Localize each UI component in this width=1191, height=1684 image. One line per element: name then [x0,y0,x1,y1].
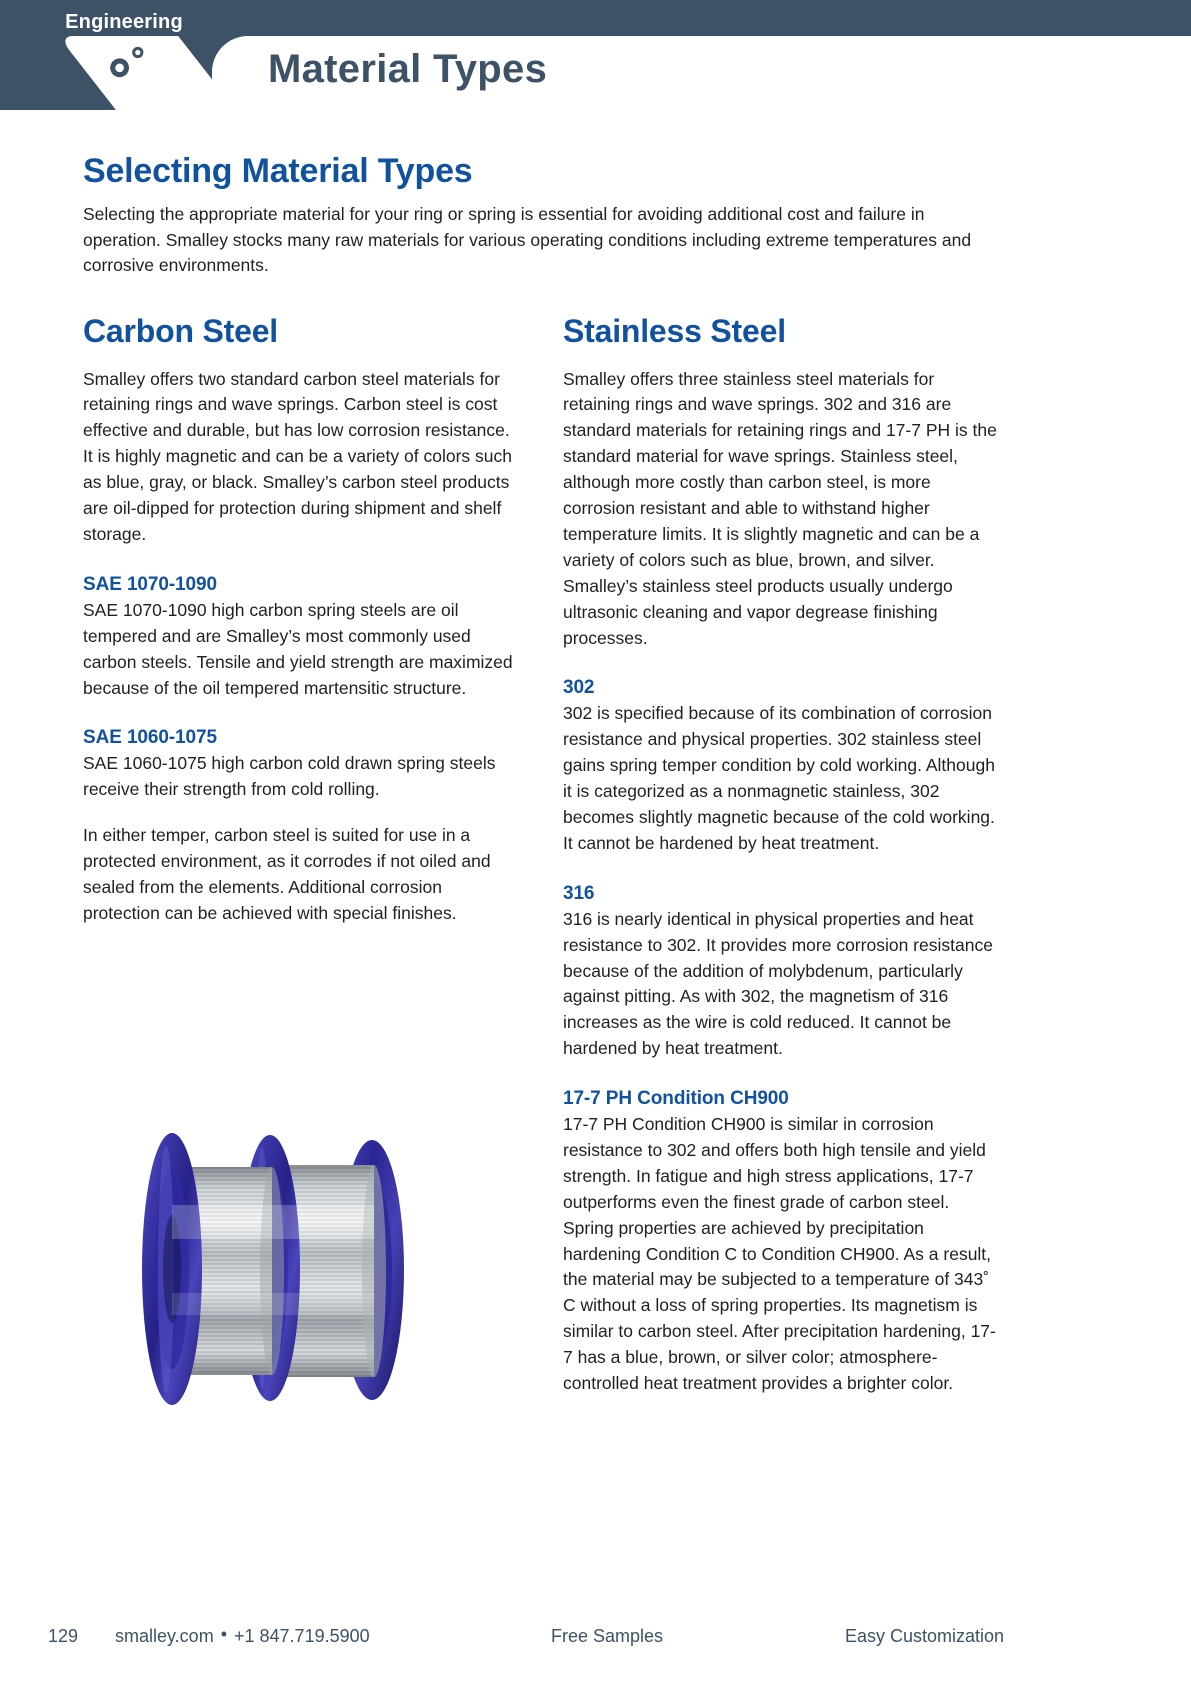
subsection-heading-17-7-ph-ch900: 17-7 PH Condition CH900 [563,1088,789,1110]
footer-contact [115,1626,370,1647]
subsection-heading-302: 302 [563,677,595,699]
subsection-heading-316: 316 [563,882,595,904]
footer-page-number: 129 [48,1626,79,1646]
footer-phone[interactable]: +1 847.719.5900 [234,1626,370,1646]
footer-website[interactable]: smalley.com [115,1626,214,1646]
subsection-heading-sae-1070-1090: SAE 1070-1090 [83,573,217,595]
page-title: Material Types [268,47,548,91]
intro-title: Selecting Material Types [83,152,473,190]
wire-spools-photo [110,1055,440,1445]
footer-free-samples[interactable]: Free Samples [551,1626,664,1646]
gears-icon [92,37,156,89]
carbon-steel-intro: Smalley offers two standard carbon steel materials for retaining rings and wave springs. Carbon steel is cost effective and durable, but has low corrosion resistance. It is highly magnetic and can be a variety of colors such as blue, gray, or black. Smalley’s carbon steel products are oil-dipped for protection during shipment and shelf storage. [83,368,512,544]
carbon-steel-closing: In either temper, carbon steel is suited for use in a protected environment, as it corrodes if not oiled and sealed from the elements. Additional corrosion protection can be achieved with special finishes. [83,825,491,923]
header-kicker: Engineering [65,11,183,33]
stainless-steel-intro: Smalley offers three stainless steel materials for retaining rings and wave springs. 302 and 316 are standard materials for retaining rings and 17-7 PH is the standard material for wave springs. Stainless steel, although more costly than carbon steel, is more corrosion resistant and able to withstand higher temperature limits. It is slightly magnetic and can be a variety of colors such as blue, brown, and silver. Smalley’s stainless steel products usually undergo ultrasonic cleaning and vapor degrease finishing processes. [563,368,997,648]
page-footer [0,1594,1191,1684]
footer-separator-dot: • [220,1624,227,1644]
stainless-steel-title: Stainless Steel [563,313,786,349]
subsection-body-sae-1060-1075: SAE 1060-1075 high carbon cold drawn spring steels receive their strength from cold rolling. [83,753,496,800]
subsection-body-316: 316 is nearly identical in physical properties and heat resistance to 302. It provides more corrosion resistance because of the addition of molybdenum, particularly against pitting. As with 302, the magnetism of 316 increases as the wire is cold reduced. It cannot be hardened by heat treatment. [563,908,993,1059]
column-stainless-steel [563,315,1003,1397]
column-carbon-steel [83,315,523,927]
header-branding-block [0,0,248,110]
subsection-body-302: 302 is specified because of its combination of corrosion resistance and physical properties. 302 stainless steel gains spring temper condition by cold working. Although it is categorized as a nonmagnetic stainless, 302 becomes slightly magnetic because of the cold working. It cannot be hardened by heat treatment. [563,703,995,853]
footer-easy-customization[interactable]: Easy Customization [845,1626,1005,1646]
intro-paragraph: Selecting the appropriate material for your ring or spring is essential for avoiding additional cost and failure in operation. Smalley stocks many raw materials for various operating conditions including extreme temperatures and corrosive environments. [83,204,972,276]
subsection-body-17-7-ph-ch900: 17-7 PH Condition CH900 is similar in corrosion resistance to 302 and offers both high tensile and yield strength. In fatigue and high stress applications, 17-7 outperforms even the finest grade of carbon steel. Spring properties are achieved by precipitation hardening Condition C to Condition CH900. As a result, the material may be subjected to a temperature of 343˚ C without a loss of spring properties. Its magnetism is similar to carbon steel. After precipitation hardening, 17-7 has a blue, brown, or silver color; atmosphere-controlled heat treatment provides a brighter color. [563,1114,996,1393]
page-header [0,0,1191,110]
subsection-body-sae-1070-1090: SAE 1070-1090 high carbon spring steels are oil tempered and are Smalley’s most commonly used carbon steels. Tensile and yield strength are maximized because of the oil tempered martensitic structure. [83,599,513,698]
carbon-steel-title: Carbon Steel [83,313,278,349]
subsection-heading-sae-1060-1075: SAE 1060-1075 [83,727,217,749]
